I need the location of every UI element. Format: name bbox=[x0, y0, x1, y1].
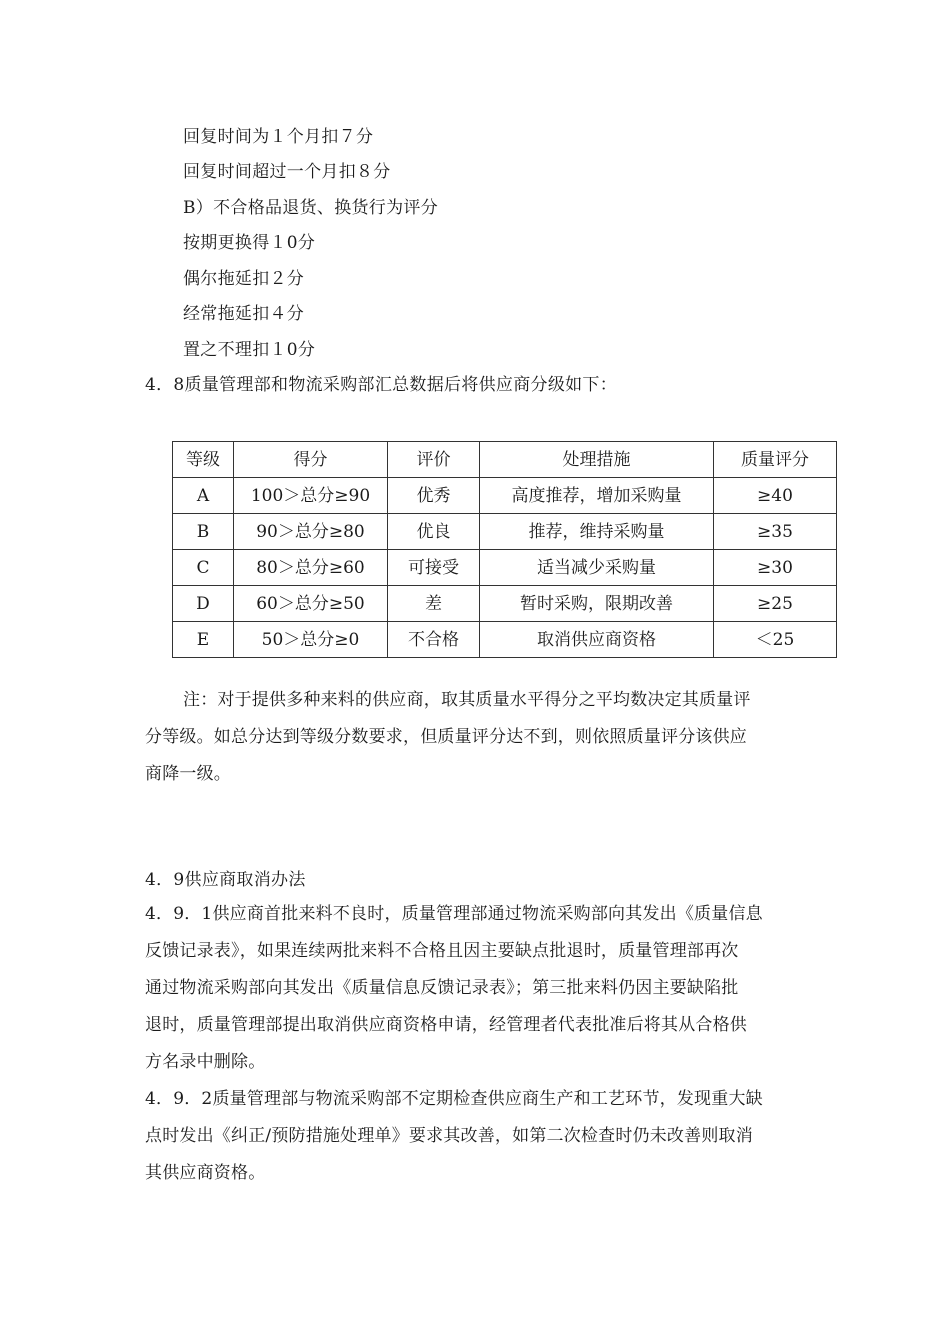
scoring-line: 按期更换得１0分 bbox=[183, 233, 316, 253]
note-line: 商降一级。 bbox=[145, 764, 231, 784]
score-cell: 80＞总分≥60 bbox=[234, 550, 388, 586]
column-header-evaluation: 评价 bbox=[388, 442, 480, 478]
score-cell: 60＞总分≥50 bbox=[234, 586, 388, 622]
column-header-score: 得分 bbox=[234, 442, 388, 478]
section-4-9-2 bbox=[145, 1081, 810, 1192]
evaluation-cell: 不合格 bbox=[388, 622, 480, 658]
quality-score-cell: ≥35 bbox=[714, 514, 837, 550]
paragraph-line: 反馈记录表》，如果连续两批来料不合格且因主要缺点批退时，质量管理部再次 bbox=[145, 941, 739, 961]
paragraph-line: 4．9．2质量管理部与物流采购部不定期检查供应商生产和工艺环节，发现重大缺 bbox=[145, 1089, 763, 1109]
evaluation-cell: 优秀 bbox=[388, 478, 480, 514]
scoring-line: 偶尔拖延扣２分 bbox=[183, 269, 305, 289]
scoring-subheading: B）不合格品退货、换货行为评分 bbox=[183, 198, 438, 218]
scoring-line: 回复时间为１个月扣７分 bbox=[183, 127, 374, 147]
paragraph-line: 退时，质量管理部提出取消供应商资格申请，经管理者代表批准后将其从合格供 bbox=[145, 1015, 747, 1035]
column-header-quality-score: 质量评分 bbox=[714, 442, 837, 478]
table-header-row bbox=[173, 442, 837, 478]
column-header-grade: 等级 bbox=[173, 442, 234, 478]
score-cell: 100＞总分≥90 bbox=[234, 478, 388, 514]
evaluation-cell: 差 bbox=[388, 586, 480, 622]
section-4-9-1 bbox=[145, 896, 810, 1081]
score-cell: 90＞总分≥80 bbox=[234, 514, 388, 550]
table-note bbox=[145, 682, 810, 793]
measures-cell: 推荐，维持采购量 bbox=[480, 514, 714, 550]
scoring-line: 置之不理扣１0分 bbox=[183, 340, 316, 360]
score-cell: 50＞总分≥0 bbox=[234, 622, 388, 658]
evaluation-cell: 优良 bbox=[388, 514, 480, 550]
grade-cell: C bbox=[173, 550, 234, 586]
paragraph-line: 方名录中删除。 bbox=[145, 1052, 266, 1072]
note-line: 分等级。如总分达到等级分数要求，但质量评分达不到，则依照质量评分该供应 bbox=[145, 727, 747, 747]
grade-cell: E bbox=[173, 622, 234, 658]
quality-score-cell: ≥40 bbox=[714, 478, 837, 514]
evaluation-cell: 可接受 bbox=[388, 550, 480, 586]
paragraph-line: 其供应商资格。 bbox=[145, 1163, 266, 1183]
quality-score-cell: ≥25 bbox=[714, 586, 837, 622]
measures-cell: 暂时采购，限期改善 bbox=[480, 586, 714, 622]
section-4-8-heading: 4．8质量管理部和物流采购部汇总数据后将供应商分级如下： bbox=[145, 375, 618, 395]
quality-score-cell: ＜25 bbox=[714, 622, 837, 658]
section-4-9-heading: 4．9供应商取消办法 bbox=[145, 870, 306, 890]
paragraph-line: 4．9．1供应商首批来料不良时，质量管理部通过物流采购部向其发出《质量信息 bbox=[145, 904, 763, 924]
table-row bbox=[173, 514, 837, 550]
grade-cell: B bbox=[173, 514, 234, 550]
measures-cell: 高度推荐，增加采购量 bbox=[480, 478, 714, 514]
column-header-measures: 处理措施 bbox=[480, 442, 714, 478]
table-row bbox=[173, 478, 837, 514]
table-row bbox=[173, 622, 837, 658]
grade-cell: D bbox=[173, 586, 234, 622]
table-row bbox=[173, 586, 837, 622]
scoring-line: 回复时间超过一个月扣８分 bbox=[183, 162, 391, 182]
paragraph-line: 点时发出《纠正/预防措施处理单》要求其改善，如第二次检查时仍未改善则取消 bbox=[145, 1126, 753, 1146]
measures-cell: 适当减少采购量 bbox=[480, 550, 714, 586]
paragraph-line: 通过物流采购部向其发出《质量信息反馈记录表》；第三批来料仍因主要缺陷批 bbox=[145, 978, 739, 998]
measures-cell: 取消供应商资格 bbox=[480, 622, 714, 658]
table-row bbox=[173, 550, 837, 586]
supplier-grade-table bbox=[172, 441, 837, 658]
note-line: 注：对于提供多种来料的供应商，取其质量水平得分之平均数决定其质量评 bbox=[183, 690, 751, 710]
grade-cell: A bbox=[173, 478, 234, 514]
scoring-line: 经常拖延扣４分 bbox=[183, 304, 305, 324]
quality-score-cell: ≥30 bbox=[714, 550, 837, 586]
